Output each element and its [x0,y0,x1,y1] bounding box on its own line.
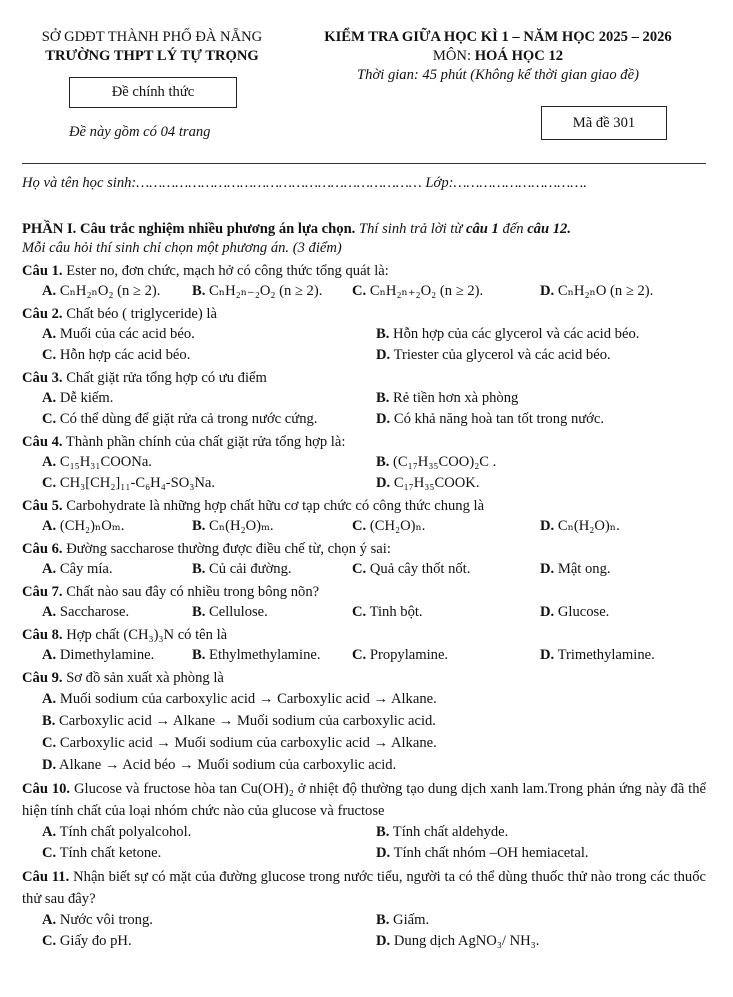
option-label: C. [352,604,367,620]
option-c[interactable] [42,843,376,864]
option-text: (C₁₇H₃₅COO)₂C . [389,454,497,470]
question-3 [22,368,706,388]
option-text: Cₙ(H₂O)ₙ. [554,518,620,534]
question-text: Carbohydrate là những hợp chất hữu cơ tạp chức có công thức chung là [62,498,485,514]
exam-title: KIỂM TRA GIỮA HỌC KÌ 1 – NĂM HỌC 2025 – 2026 [324,29,672,45]
option-b[interactable] [376,910,706,931]
options-q7 [22,602,706,623]
question-2 [22,304,706,324]
option-text: Ethylmethylamine. [205,647,321,663]
option-text: Nước vôi trong. [56,912,153,928]
section-1-instr-2: Mỗi câu hỏi thí sinh chỉ chọn một phương án. (3 điểm) [22,240,342,256]
subject-name: HOÁ HỌC 12 [474,48,564,64]
option-d[interactable] [540,516,710,537]
option-label: A. [42,518,57,534]
option-text: Có khả năng hoà tan tốt trong nước. [390,411,605,427]
option-text: Quả cây thốt nốt. [366,561,471,577]
section-1-instr-b: câu 1 [465,221,499,237]
option-text: Tinh bột. [366,604,423,620]
subject-prefix: MÔN: [432,48,475,64]
question-text: Chất giặt rửa tổng hợp có ưu điểm [62,370,267,386]
option-label: A. [42,824,57,840]
option-text: CₙH₂ₙO (n ≥ 2). [554,283,654,299]
pages-note: Đề này gồm có 04 trang [69,124,211,140]
option-text: C₁₅H₃₁COONa. [56,454,152,470]
question-text: Chất nào sau đây có nhiều trong bông nõn? [62,584,320,600]
option-d[interactable] [376,345,706,366]
option-label: C. [42,933,57,949]
option-text: Tính chất aldehyde. [389,824,509,840]
option-c[interactable] [352,602,540,623]
option-text: CH₃[CH₂]₁₁-C₆H₄-SO₃Na. [56,475,216,491]
option-a[interactable] [42,645,192,666]
question-11 [22,866,706,910]
option-a[interactable] [42,602,192,623]
options-q6 [22,559,706,580]
section-1-instr-d: câu 12. [527,221,571,237]
option-b[interactable] [376,452,706,473]
option-b[interactable] [192,281,352,302]
option-label: C. [352,647,367,663]
subject-line [292,47,704,66]
option-label: A. [42,912,57,928]
option-b[interactable] [376,324,706,345]
option-label: B. [42,713,56,729]
option-a[interactable] [42,516,192,537]
option-text: Cellulose. [205,604,268,620]
options-q4 [22,452,706,494]
option-text: (CH₂O)ₙ. [366,518,426,534]
option-label: B. [192,518,206,534]
option-label: A. [42,561,57,577]
option-c[interactable] [42,732,706,754]
option-label: C. [42,475,57,491]
option-label: D. [42,757,57,773]
option-text: Giấy đo pH. [56,933,132,949]
option-a[interactable] [42,910,376,931]
option-b[interactable] [192,645,352,666]
official-exam-box: Đề chính thức [69,77,237,108]
option-label: D. [376,347,391,363]
option-text: CₙH₂ₙ₋₂O₂ (n ≥ 2). [205,283,323,299]
question-number: Câu 5. [22,498,63,514]
option-label: B. [192,604,206,620]
option-label: D. [540,647,555,663]
option-label: D. [376,845,391,861]
option-a[interactable] [42,559,192,580]
option-text: Carboxylic acid → Muối sodium của carboxylic acid → Alkane. [56,735,437,751]
option-text: Củ cải đường. [205,561,292,577]
option-label: D. [376,475,391,491]
question-6 [22,539,706,559]
option-text: Rẻ tiền hơn xà phòng [389,390,519,406]
section-1-heading [22,220,706,258]
option-text: Tính chất ketone. [56,845,162,861]
question-1 [22,261,706,281]
option-text: Trimethylamine. [554,647,655,663]
options-q2 [22,324,706,366]
option-label: A. [42,691,57,707]
question-10 [22,778,706,822]
question-number: Câu 10. [22,781,71,797]
option-d[interactable] [540,602,710,623]
option-text: Muối của các acid béo. [56,326,195,342]
options-q3 [22,388,706,430]
option-d[interactable] [42,754,706,776]
option-c[interactable] [352,516,540,537]
question-7 [22,582,706,602]
question-9 [22,668,706,688]
options-q11 [22,910,706,952]
option-text: Propylamine. [366,647,449,663]
option-text: (CH₂)ₙOₘ. [56,518,125,534]
question-text: Sơ đồ sản xuất xà phòng là [62,670,224,686]
options-q8 [22,645,706,666]
option-text: Saccharose. [56,604,130,620]
question-number: Câu 11. [22,869,70,885]
question-8 [22,625,706,645]
option-label: C. [352,518,367,534]
option-label: A. [42,326,57,342]
option-b[interactable] [376,822,706,843]
option-a[interactable] [42,822,376,843]
option-label: C. [42,735,57,751]
student-info-line: Họ và tên học sinh:………………………………………………………… Lớp:…………………………. [22,175,587,191]
option-label: A. [42,604,57,620]
options-q5 [22,516,706,537]
option-label: D. [376,933,391,949]
option-c[interactable] [352,559,540,580]
option-label: B. [192,647,206,663]
section-1-title: PHẦN I. Câu trắc nghiệm nhiều phương án lựa chọn. [22,221,356,237]
option-label: D. [376,411,391,427]
option-a[interactable] [42,688,706,710]
department-name: SỞ GDĐT THÀNH PHỐ ĐÀ NẴNG [41,29,263,45]
option-a[interactable] [42,281,192,302]
option-b[interactable] [42,710,706,732]
question-number: Câu 4. [22,434,63,450]
option-c[interactable] [42,409,376,430]
option-label: B. [376,326,390,342]
option-text: Alkane → Acid béo → Muối sodium của carboxylic acid. [56,757,397,773]
option-text: Glucose. [554,604,610,620]
option-d[interactable] [376,409,706,430]
question-number: Câu 1. [22,263,63,279]
question-text: Hợp chất (CH₃)₃N có tên là [62,627,228,643]
options-q10 [22,822,706,864]
option-label: A. [42,283,57,299]
option-label: A. [42,390,57,406]
option-label: C. [352,283,367,299]
option-b[interactable] [376,388,706,409]
option-label: A. [42,454,57,470]
question-number: Câu 3. [22,370,63,386]
option-c[interactable] [42,473,376,494]
option-text: Dung dịch AgNO₃/ NH₃. [390,933,540,949]
question-text: Ester no, đơn chức, mạch hở có công thức tổng quát là: [62,263,389,279]
option-label: B. [192,561,206,577]
option-text: C₁₇H₃₅COOK. [390,475,480,491]
option-text: Cₙ(H₂O)ₘ. [205,518,274,534]
option-label: D. [540,283,555,299]
option-c[interactable] [42,931,376,952]
options-q1 [22,281,706,302]
option-label: B. [192,283,206,299]
option-text: Giấm. [389,912,430,928]
option-label: B. [376,912,390,928]
question-4 [22,432,706,452]
option-label: B. [376,454,390,470]
option-text: Dễ kiếm. [56,390,114,406]
option-text: Mật ong. [554,561,611,577]
option-d[interactable] [376,843,706,864]
option-b[interactable] [192,559,352,580]
option-d[interactable] [376,473,706,494]
exam-code-box: Mã đề 301 [541,106,667,140]
header-divider [22,163,706,164]
option-d[interactable] [540,559,710,580]
option-label: C. [42,347,57,363]
option-text: Triester của glycerol và các acid béo. [390,347,611,363]
option-c[interactable] [42,345,376,366]
option-label: C. [352,561,367,577]
option-label: D. [540,561,555,577]
option-text: Dimethylamine. [56,647,155,663]
question-text: Glucose và fructose hòa tan Cu(OH)₂ ở nhiệt độ thường tạo dung dịch xanh lam.Trong phản ứng này đã thể hiện tính chất của loại nhóm chức nào của glucose và fructose [22,781,707,819]
school-name: TRƯỜNG THPT LÝ TỰ TRỌNG [45,48,259,64]
option-text: Carboxylic acid → Alkane → Muối sodium của carboxylic acid. [55,713,436,729]
option-label: A. [42,647,57,663]
option-text: Hỗn hợp các acid béo. [56,347,191,363]
option-text: Có thể dùng để giặt rửa cả trong nước cứng. [56,411,318,427]
option-text: CₙH₂ₙ₊₂O₂ (n ≥ 2). [366,283,484,299]
option-text: CₙH₂ₙO₂ (n ≥ 2). [56,283,161,299]
option-label: B. [376,824,390,840]
header-left [22,28,282,66]
question-text: Nhận biết sự có mặt của đường glucose trong nước tiểu, người ta có thể dùng thuốc thử nào trong các thuốc thử sau đây? [22,869,706,907]
option-a[interactable] [42,452,376,473]
question-5 [22,496,706,516]
option-text: Tính chất polyalcohol. [56,824,192,840]
question-number: Câu 2. [22,306,63,322]
option-text: Muối sodium của carboxylic acid → Carboxylic acid → Alkane. [56,691,437,707]
option-label: C. [42,411,57,427]
option-text: Hỗn hợp của các glycerol và các acid béo. [389,326,640,342]
option-b[interactable] [192,516,352,537]
option-a[interactable] [42,324,376,345]
header-right [292,28,704,85]
option-a[interactable] [42,388,376,409]
option-label: B. [376,390,390,406]
option-text: Tính chất nhóm –OH hemiacetal. [390,845,589,861]
option-label: C. [42,845,57,861]
options-q9 [22,688,706,776]
question-text: Chất béo ( triglyceride) là [62,306,217,322]
option-c[interactable] [352,645,540,666]
question-number: Câu 7. [22,584,63,600]
option-c[interactable] [352,281,540,302]
option-d[interactable] [376,931,706,952]
question-number: Câu 9. [22,670,63,686]
option-label: D. [540,604,555,620]
question-number: Câu 8. [22,627,63,643]
option-label: D. [540,518,555,534]
section-1-instr-a: Thí sinh trả lời từ [355,221,466,237]
option-d[interactable] [540,281,710,302]
section-1-instr-c: đến [498,221,528,237]
option-b[interactable] [192,602,352,623]
question-text: Thành phần chính của chất giặt rửa tổng hợp là: [62,434,346,450]
exam-content [22,220,706,952]
time-note: Thời gian: 45 phút (Không kể thời gian giao đề) [357,67,639,83]
question-text: Đường saccharose thường được điều chế từ, chọn ý sai: [62,541,391,557]
option-text: Cây mía. [56,561,113,577]
option-d[interactable] [540,645,710,666]
question-number: Câu 6. [22,541,63,557]
